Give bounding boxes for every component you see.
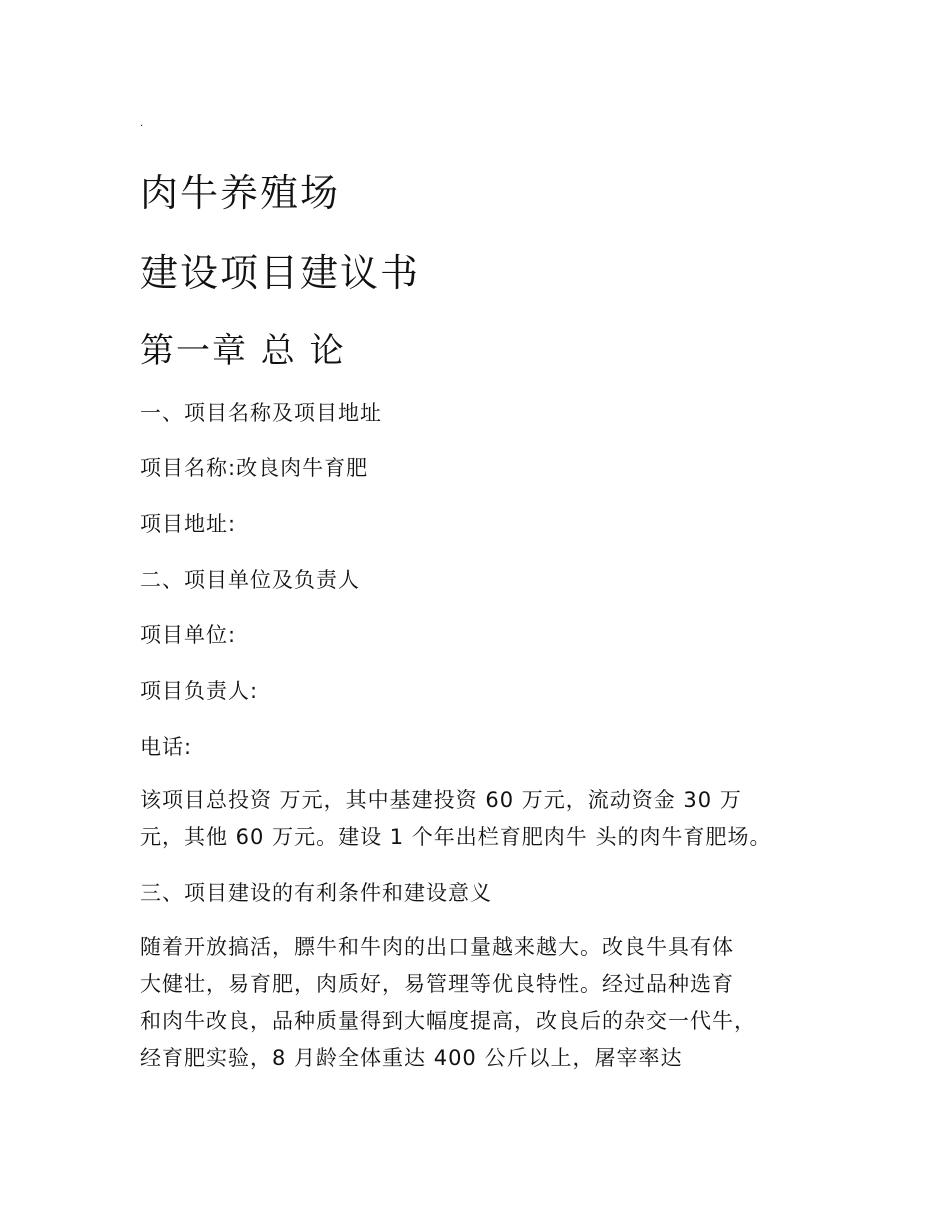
section-heading-1: 一、项目名称及项目地址: [140, 401, 382, 425]
paragraph-line: 该项目总投资 万元，其中基建投资 60 万元，流动资金 30 万: [140, 788, 742, 812]
section-heading-2: 二、项目单位及负责人: [140, 568, 360, 592]
paragraph-line: 随着开放搞活，膘牛和牛肉的出口量越来越大。改良牛具有体: [140, 935, 734, 959]
paragraph-line: 和肉牛改良，品种质量得到大幅度提高，改良后的杂交一代牛，: [140, 1009, 756, 1033]
phone-line: 电话:: [140, 735, 193, 759]
project-name-line: 项目名称:改良肉牛育肥: [140, 456, 369, 480]
document-title-line-2: 建设项目建议书: [140, 251, 421, 295]
section-heading-3: 三、项目建设的有利条件和建设意义: [140, 881, 492, 905]
paragraph-line: 大健壮，易育肥，肉质好，易管理等优良特性。经过品种选育: [140, 972, 734, 996]
investment-paragraph: [140, 782, 830, 856]
project-unit-line: 项目单位:: [140, 623, 237, 647]
chapter-heading: 第一章 总 论: [140, 331, 346, 371]
paragraph-line: 经育肥实验，8 月龄全体重达 400 公斤以上，屠宰率达: [140, 1046, 683, 1070]
significance-paragraph: [140, 929, 830, 1077]
document-title-line-1: 肉牛养殖场: [140, 171, 341, 215]
project-leader-line: 项目负责人:: [140, 679, 259, 703]
project-address-line: 项目地址:: [140, 512, 237, 536]
corner-mark: .: [140, 118, 144, 129]
paragraph-line: 元，其他 60 万元。建设 1 个年出栏育肥肉牛 头的肉牛育肥场。: [140, 825, 772, 849]
